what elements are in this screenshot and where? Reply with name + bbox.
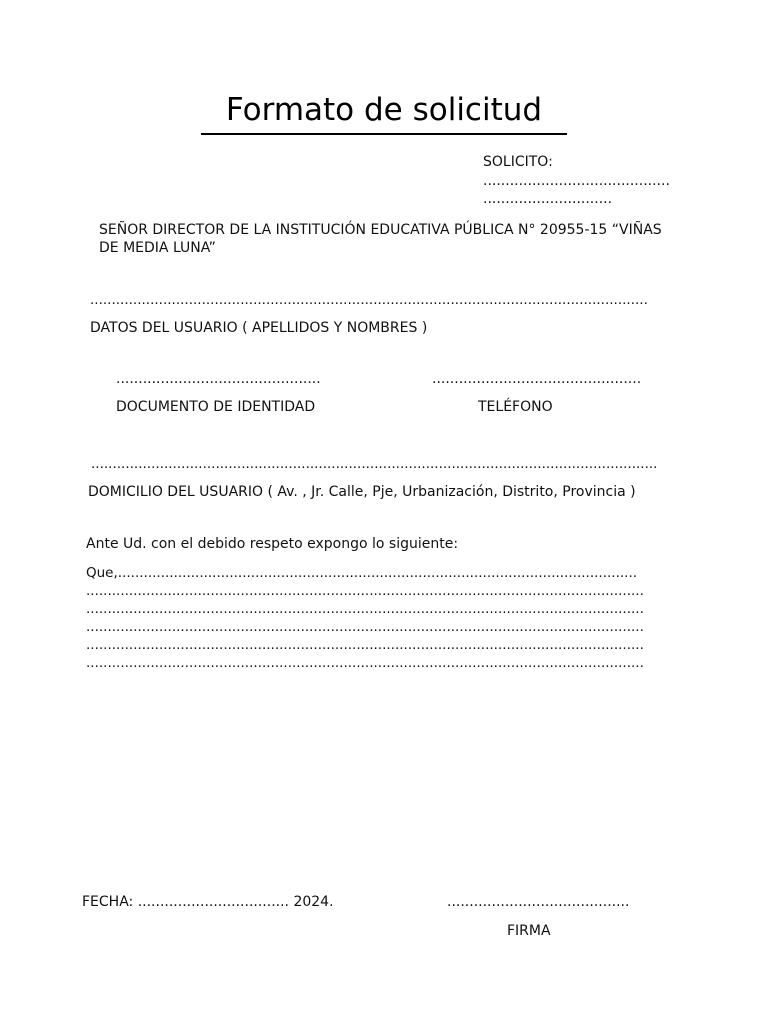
addressee: SEÑOR DIRECTOR DE LA INSTITUCIÓN EDUCATIVA PÚBLICA N° 20955-15 “VIÑAS DE MEDIA LUNA”: [99, 222, 662, 256]
body-line: ..................................................................................................................................: [86, 637, 644, 653]
address-label: DOMICILIO DEL USUARIO ( Av. , Jr. Calle, Pje, Urbanización, Distrito, Provincia ): [88, 484, 636, 500]
signature-line: .........................................: [447, 894, 630, 910]
body-line: ..................................................................................................................................: [86, 583, 644, 599]
body-intro: Ante Ud. con el debido respeto expongo lo siguiente:: [86, 536, 459, 552]
body-line: Que,.........................................................................................................................: [86, 565, 638, 581]
document-line: ..............................................: [116, 371, 321, 387]
page-title: Formato de solicitud: [225, 92, 543, 128]
document-label: DOCUMENTO DE IDENTIDAD: [116, 399, 316, 415]
solicito-line-2: .............................: [483, 191, 613, 207]
user-name-label: DATOS DEL USUARIO ( APELLIDOS Y NOMBRES ): [90, 320, 428, 336]
solicito-label: SOLICITO:: [483, 154, 553, 170]
body-line: ..................................................................................................................................: [86, 619, 644, 635]
signature-label: FIRMA: [507, 923, 551, 939]
body-line: ..................................................................................................................................: [86, 655, 644, 671]
body-line: ..................................................................................................................................: [86, 601, 644, 617]
phone-label: TELÉFONO: [478, 399, 553, 415]
user-name-line: ..................................................................................................................................: [90, 292, 648, 308]
address-line: ....................................................................................................................................: [91, 456, 658, 472]
solicito-line-1: ..........................................: [483, 173, 670, 189]
date-field: FECHA: .................................. 2024.: [82, 894, 334, 910]
phone-line: ...............................................: [432, 371, 642, 387]
title-underline: [201, 133, 567, 135]
